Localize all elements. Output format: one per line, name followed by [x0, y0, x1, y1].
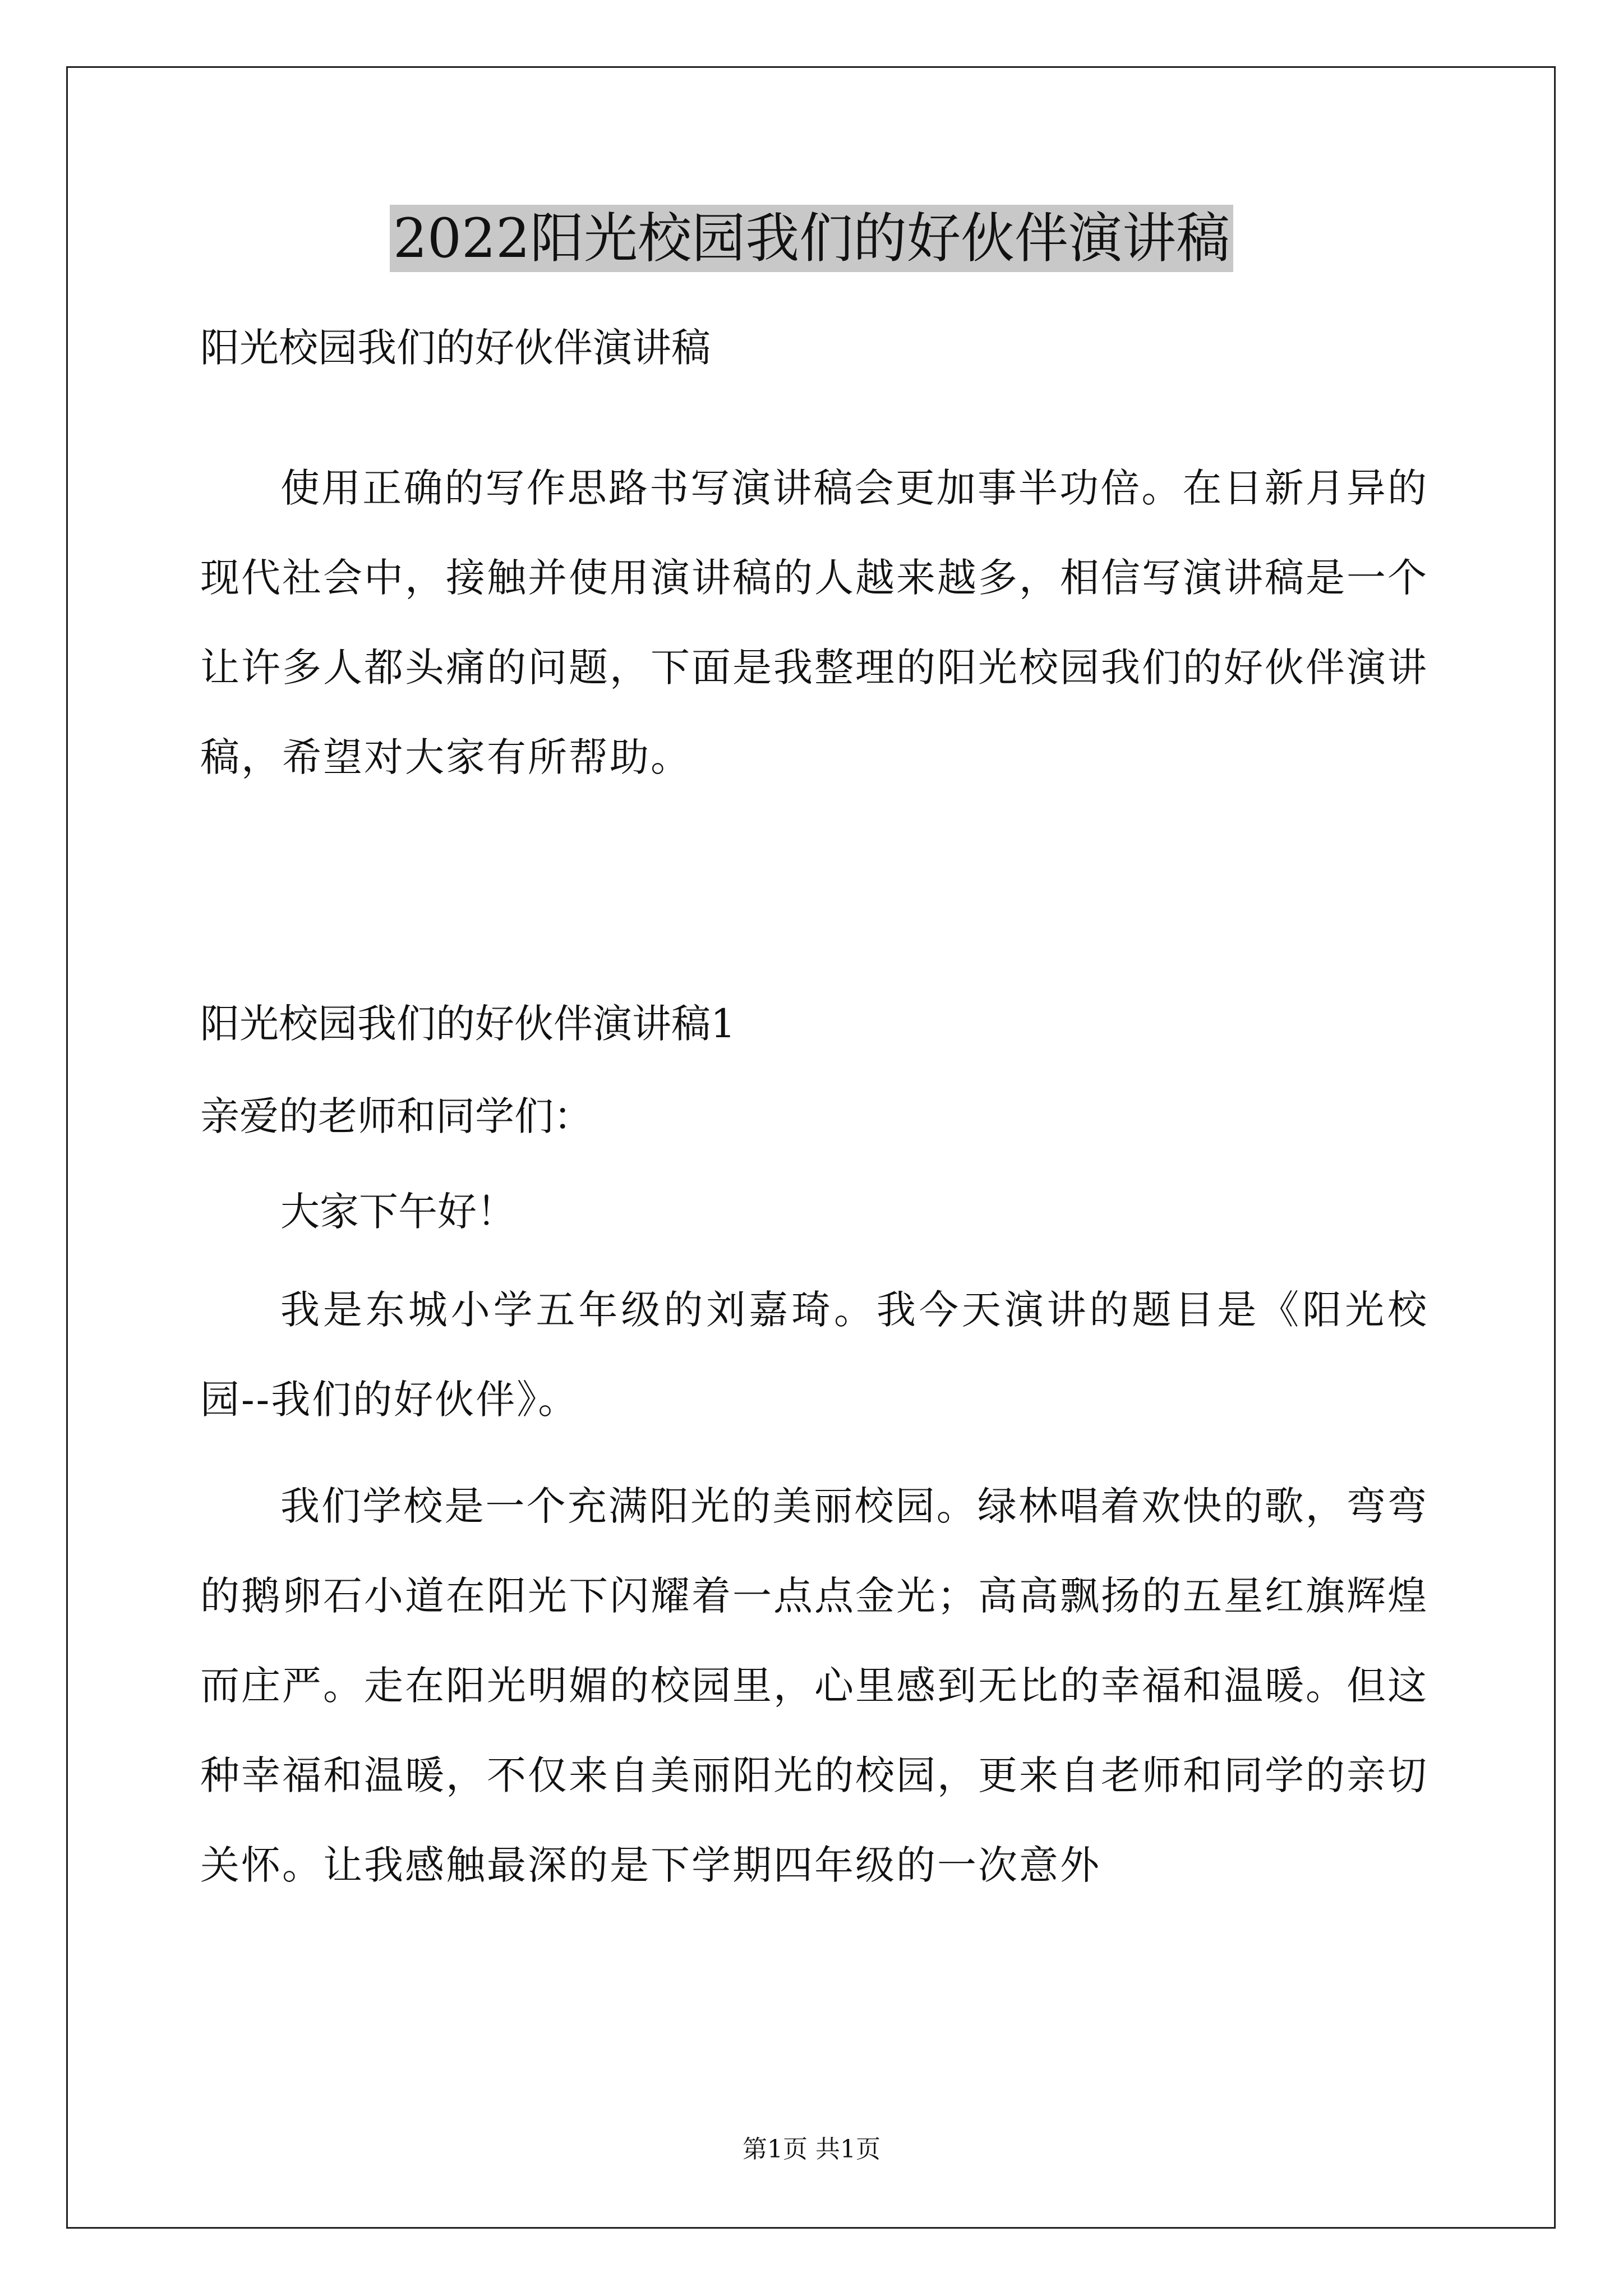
section-title: 阳光校园我们的好伙伴演讲稿1 [200, 1001, 736, 1047]
body-paragraph-2: 我们学校是一个充满阳光的美丽校园。绿林唱着欢快的歌，弯弯的鹅卵石小道在阳光下闪耀着一点点金光；高高飘扬的五星红旗辉煌而庄严。走在阳光明媚的校园里，心里感到无比的幸福和温暖。但这种幸福和温暖，不仅来自美丽阳光的校园，更来自老师和同学的亲切关怀。让我感触最深的是下学期四年级的一次意外 [200, 1483, 1428, 1888]
document-title: 2022阳光校园我们的好伙伴演讲稿 [0, 199, 1623, 278]
body-paragraph-1: 我是东城小学五年级的刘嘉琦。我今天演讲的题目是《阳光校园--我们的好伙伴》。 [200, 1287, 1428, 1423]
greeting: 大家下午好！ [280, 1189, 516, 1235]
document-heading: 阳光校园我们的好伙伴演讲稿 [200, 325, 711, 371]
salutation: 亲爱的老师和同学们： [200, 1093, 593, 1139]
page-footer: 第1页 共1页 [743, 2135, 880, 2164]
intro-paragraph: 使用正确的写作思路书写演讲稿会更加事半功倍。在日新月异的现代社会中，接触并使用演讲稿的人越来越多，相信写演讲稿是一个让许多人都头痛的问题，下面是我整理的阳光校园我们的好伙伴演讲稿，希望对大家有所帮助。 [200, 465, 1428, 780]
